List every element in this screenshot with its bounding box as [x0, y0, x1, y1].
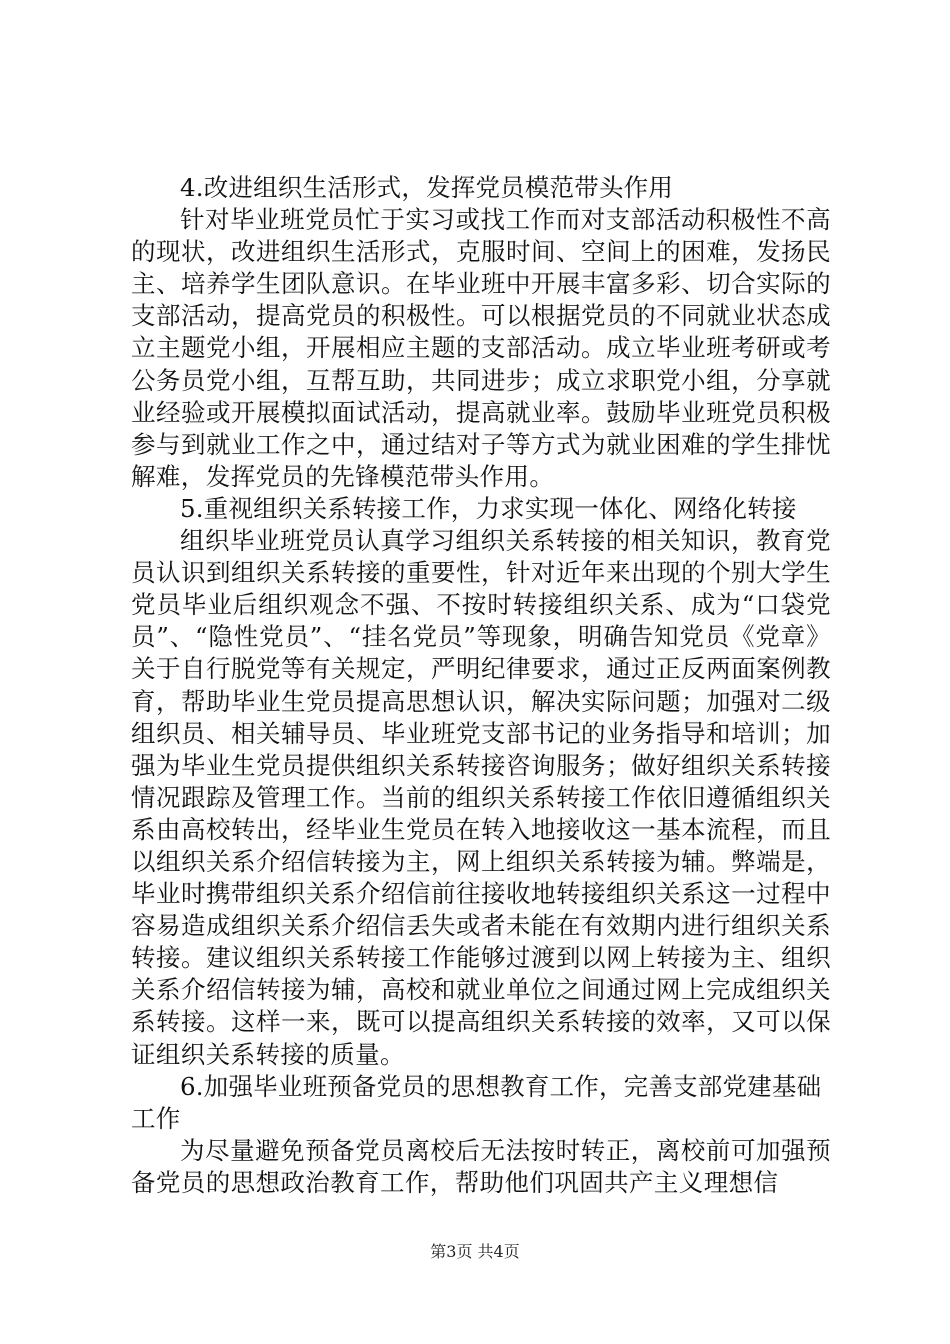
section-heading-5: 5.重视组织关系转接工作，力求实现一体化、网络化转接 — [180, 493, 797, 523]
document-body — [131, 172, 831, 1199]
section-paragraph-4: 针对毕业班党员忙于实习或找工作而对支部活动积极性不高的现状，改进组织生活形式，克服时间、空间上的困难，发扬民主、培养学生团队意识。在毕业班中开展丰富多彩、切合实际的支部活动，提高党员的积极性。可以根据党员的不同就业状态成立主题党小组，开展相应主题的支部活动。成立毕业班考研或考公务员党小组，互帮互助，共同进步；成立求职党小组，分享就业经验或开展模拟面试活动，提高就业率。鼓励毕业班党员积极参与到就业工作之中，通过结对子等方式为就业困难的学生排忧解难，发挥党员的先锋模范带头作用。 — [131, 205, 831, 491]
page-number-footer: 第3页 共4页 — [430, 1242, 520, 1261]
section-paragraph-5: 组织毕业班党员认真学习组织关系转接的相关知识，教育党员认识到组织关系转接的重要性，针对近年来出现的个别大学生党员毕业后组织观念不强、不按时转接组织关系、成为“口袋党员”、“隐性党员”、“挂名党员”等现象，明确告知党员《党章》关于自行脱党等有关规定，严明纪律要求，通过正反两面案例教育，帮助毕业生党员提高思想认识，解决实际问题；加强对二级组织员、相关辅导员、毕业班党支部书记的业务指导和培训；加强为毕业生党员提供组织关系转接咨询服务；做好组织关系转接情况跟踪及管理工作。当前的组织关系转接工作依旧遵循组织关系由高校转出，经毕业生党员在转入地接收这一基本流程，而且以组织关系介绍信转接为主，网上组织关系转接为辅。弊端是，毕业时携带组织关系介绍信前往接收地转接组织关系这一过程中容易造成组织关系介绍信丢失或者未能在有效期内进行组织关系转接。建议组织关系转接工作能够过渡到以网上转接为主、组织关系介绍信转接为辅，高校和就业单位之间通过网上完成组织关系转接。这样一来，既可以提高组织关系转接的效率，又可以保证组织关系转接的质量。 — [131, 526, 831, 1069]
section-paragraph-6: 为尽量避免预备党员离校后无法按时转正，离校前可加强预备党员的思想政治教育工作，帮助他们巩固共产主义理想信 — [131, 1135, 831, 1197]
section-heading-6: 6.加强毕业班预备党员的思想教育工作，完善支部党建基础工作 — [131, 1071, 822, 1133]
section-heading-4: 4.改进组织生活形式，发挥党员模范带头作用 — [180, 173, 674, 202]
